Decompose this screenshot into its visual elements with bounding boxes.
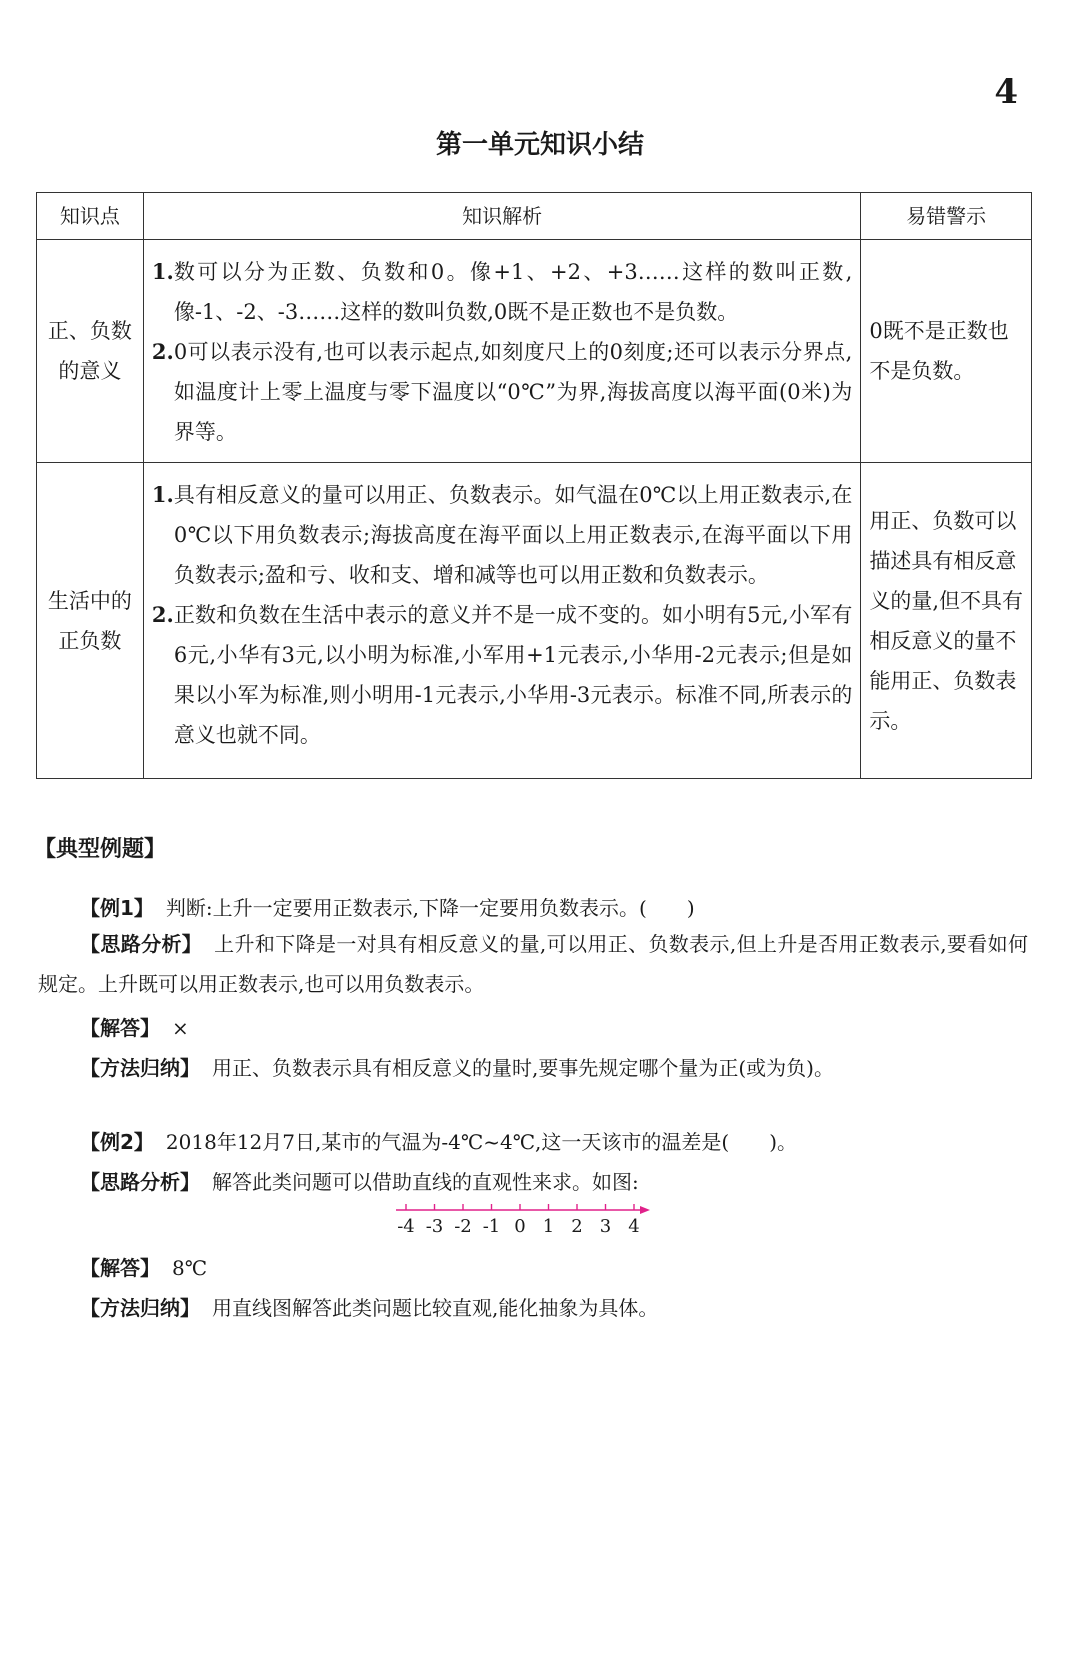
- example1-method-line: [80, 1052, 1030, 1081]
- example1-analysis-label: 【思路分析】: [80, 932, 203, 956]
- section-title: 【典型例题】: [34, 837, 167, 862]
- example2-answer-line: [80, 1252, 1030, 1281]
- number-line-label: 4: [628, 1216, 640, 1237]
- topic-line: 生活中的: [47, 588, 132, 613]
- header-knowledge-point: 知识点: [37, 193, 144, 240]
- example2-question-line: [80, 1126, 1030, 1155]
- example2-method-line: [80, 1292, 1030, 1321]
- header-knowledge-analysis: 知识解析: [143, 193, 861, 240]
- item-text: 正数和负数在生活中表示的意义并不是一成不变的。如小明有5元,小军有6元,小华有3元,以小明为标准,小军用+1元表示,小华用-2元表示;但是如果以小军为标准,则小明用-1元表示,小华用-3元表示。标准不同,所表示的意义也就不同。: [173, 603, 853, 747]
- page-title: 第一单元知识小结: [435, 130, 644, 160]
- item-text: 0可以表示没有,也可以表示起点,如刻度尺上的0刻度;还可以表示分界点,如温度计上零上温度与零下温度以“0℃”为界,海拔高度以海平面(0米)为界等。: [173, 340, 853, 444]
- number-line-arrow: [640, 1206, 650, 1214]
- item-text: 数可以分为正数、负数和0。像+1、+2、+3……这样的数叫正数,像-1、-2、-3……这样的数叫负数,0既不是正数也不是负数。: [173, 260, 853, 324]
- header-error-warning: 易错警示: [861, 193, 1032, 240]
- example1-method: 用正、负数表示具有相反意义的量时,要事先规定哪个量为正(或为负)。: [212, 1056, 834, 1080]
- example2-analysis-line: [80, 1166, 1030, 1195]
- analysis-item: [152, 332, 853, 452]
- table-row: [37, 240, 1032, 463]
- example2-analysis-label: 【思路分析】: [80, 1170, 200, 1194]
- example2-answer-label: 【解答】: [80, 1256, 160, 1280]
- number-line-label: 1: [542, 1216, 555, 1237]
- example1-question: 判断:上升一定要用正数表示,下降一定要用负数表示。( ): [165, 896, 695, 920]
- topic-line: 正、负数: [47, 319, 132, 343]
- analysis-item: [152, 475, 853, 595]
- item-number: 1.: [151, 259, 174, 284]
- table-row: [37, 463, 1032, 779]
- topic-line: 的意义: [58, 359, 122, 383]
- example1-label: 【例1】: [80, 896, 154, 920]
- number-line-label: 0: [514, 1216, 526, 1237]
- example2-question: 2018年12月7日,某市的气温为-4℃~4℃,这一天该市的温差是( )。: [165, 1130, 798, 1154]
- page-number: 4: [994, 72, 1018, 112]
- knowledge-summary-table: [36, 192, 1032, 779]
- topic-cell: [37, 240, 144, 463]
- example1-answer-line: [80, 1012, 1030, 1041]
- number-line-label: -2: [454, 1216, 472, 1237]
- example2-analysis: 解答此类问题可以借助直线的直观性来求。如图:: [212, 1170, 639, 1194]
- example1-analysis-paragraph: [38, 924, 1028, 1004]
- item-text: 具有相反意义的量可以用正、负数表示。如气温在0℃以上用正数表示,在0℃以下用负数表示;海拔高度在海平面以上用正数表示,在海平面以下用负数表示;盈和亏、收和支、增和减等也可以用正数和负数表示。: [173, 483, 853, 587]
- number-line-label: -3: [425, 1216, 444, 1237]
- example1-analysis: 上升和下降是一对具有相反意义的量,可以用正、负数表示,但上升是否用正数表示,要看如何规定。上升既可以用正数表示,也可以用负数表示。: [38, 932, 1029, 996]
- table-header-row: [37, 193, 1032, 240]
- analysis-cell: [143, 463, 861, 779]
- item-number: 2.: [151, 602, 174, 627]
- example1-question-line: [80, 892, 1030, 921]
- warning-cell: 用正、负数可以描述具有相反意义的量,但不具有相反意义的量不能用正、负数表示。: [861, 463, 1032, 779]
- topic-line: 正负数: [58, 628, 122, 653]
- number-line-label: -1: [482, 1216, 501, 1237]
- example1-method-label: 【方法归纳】: [80, 1056, 200, 1080]
- warning-cell: 0既不是正数也不是负数。: [861, 240, 1032, 463]
- example1-answer: ×: [172, 1016, 189, 1040]
- number-line-label: -4: [397, 1216, 415, 1237]
- example2-method: 用直线图解答此类问题比较直观,能化抽象为具体。: [212, 1296, 659, 1320]
- example2-method-label: 【方法归纳】: [80, 1296, 200, 1320]
- analysis-item: [152, 595, 853, 755]
- example1-answer-label: 【解答】: [80, 1016, 160, 1040]
- item-number: 1.: [151, 482, 174, 507]
- analysis-item: [152, 252, 853, 332]
- analysis-cell: [143, 240, 861, 463]
- number-line-label: 2: [571, 1216, 583, 1237]
- item-number: 2.: [151, 339, 174, 364]
- topic-cell: [37, 463, 144, 779]
- example2-label: 【例2】: [80, 1130, 154, 1154]
- number-line-label: 3: [599, 1216, 612, 1237]
- number-line-diagram: [392, 1204, 662, 1240]
- example2-answer: 8℃: [172, 1256, 208, 1280]
